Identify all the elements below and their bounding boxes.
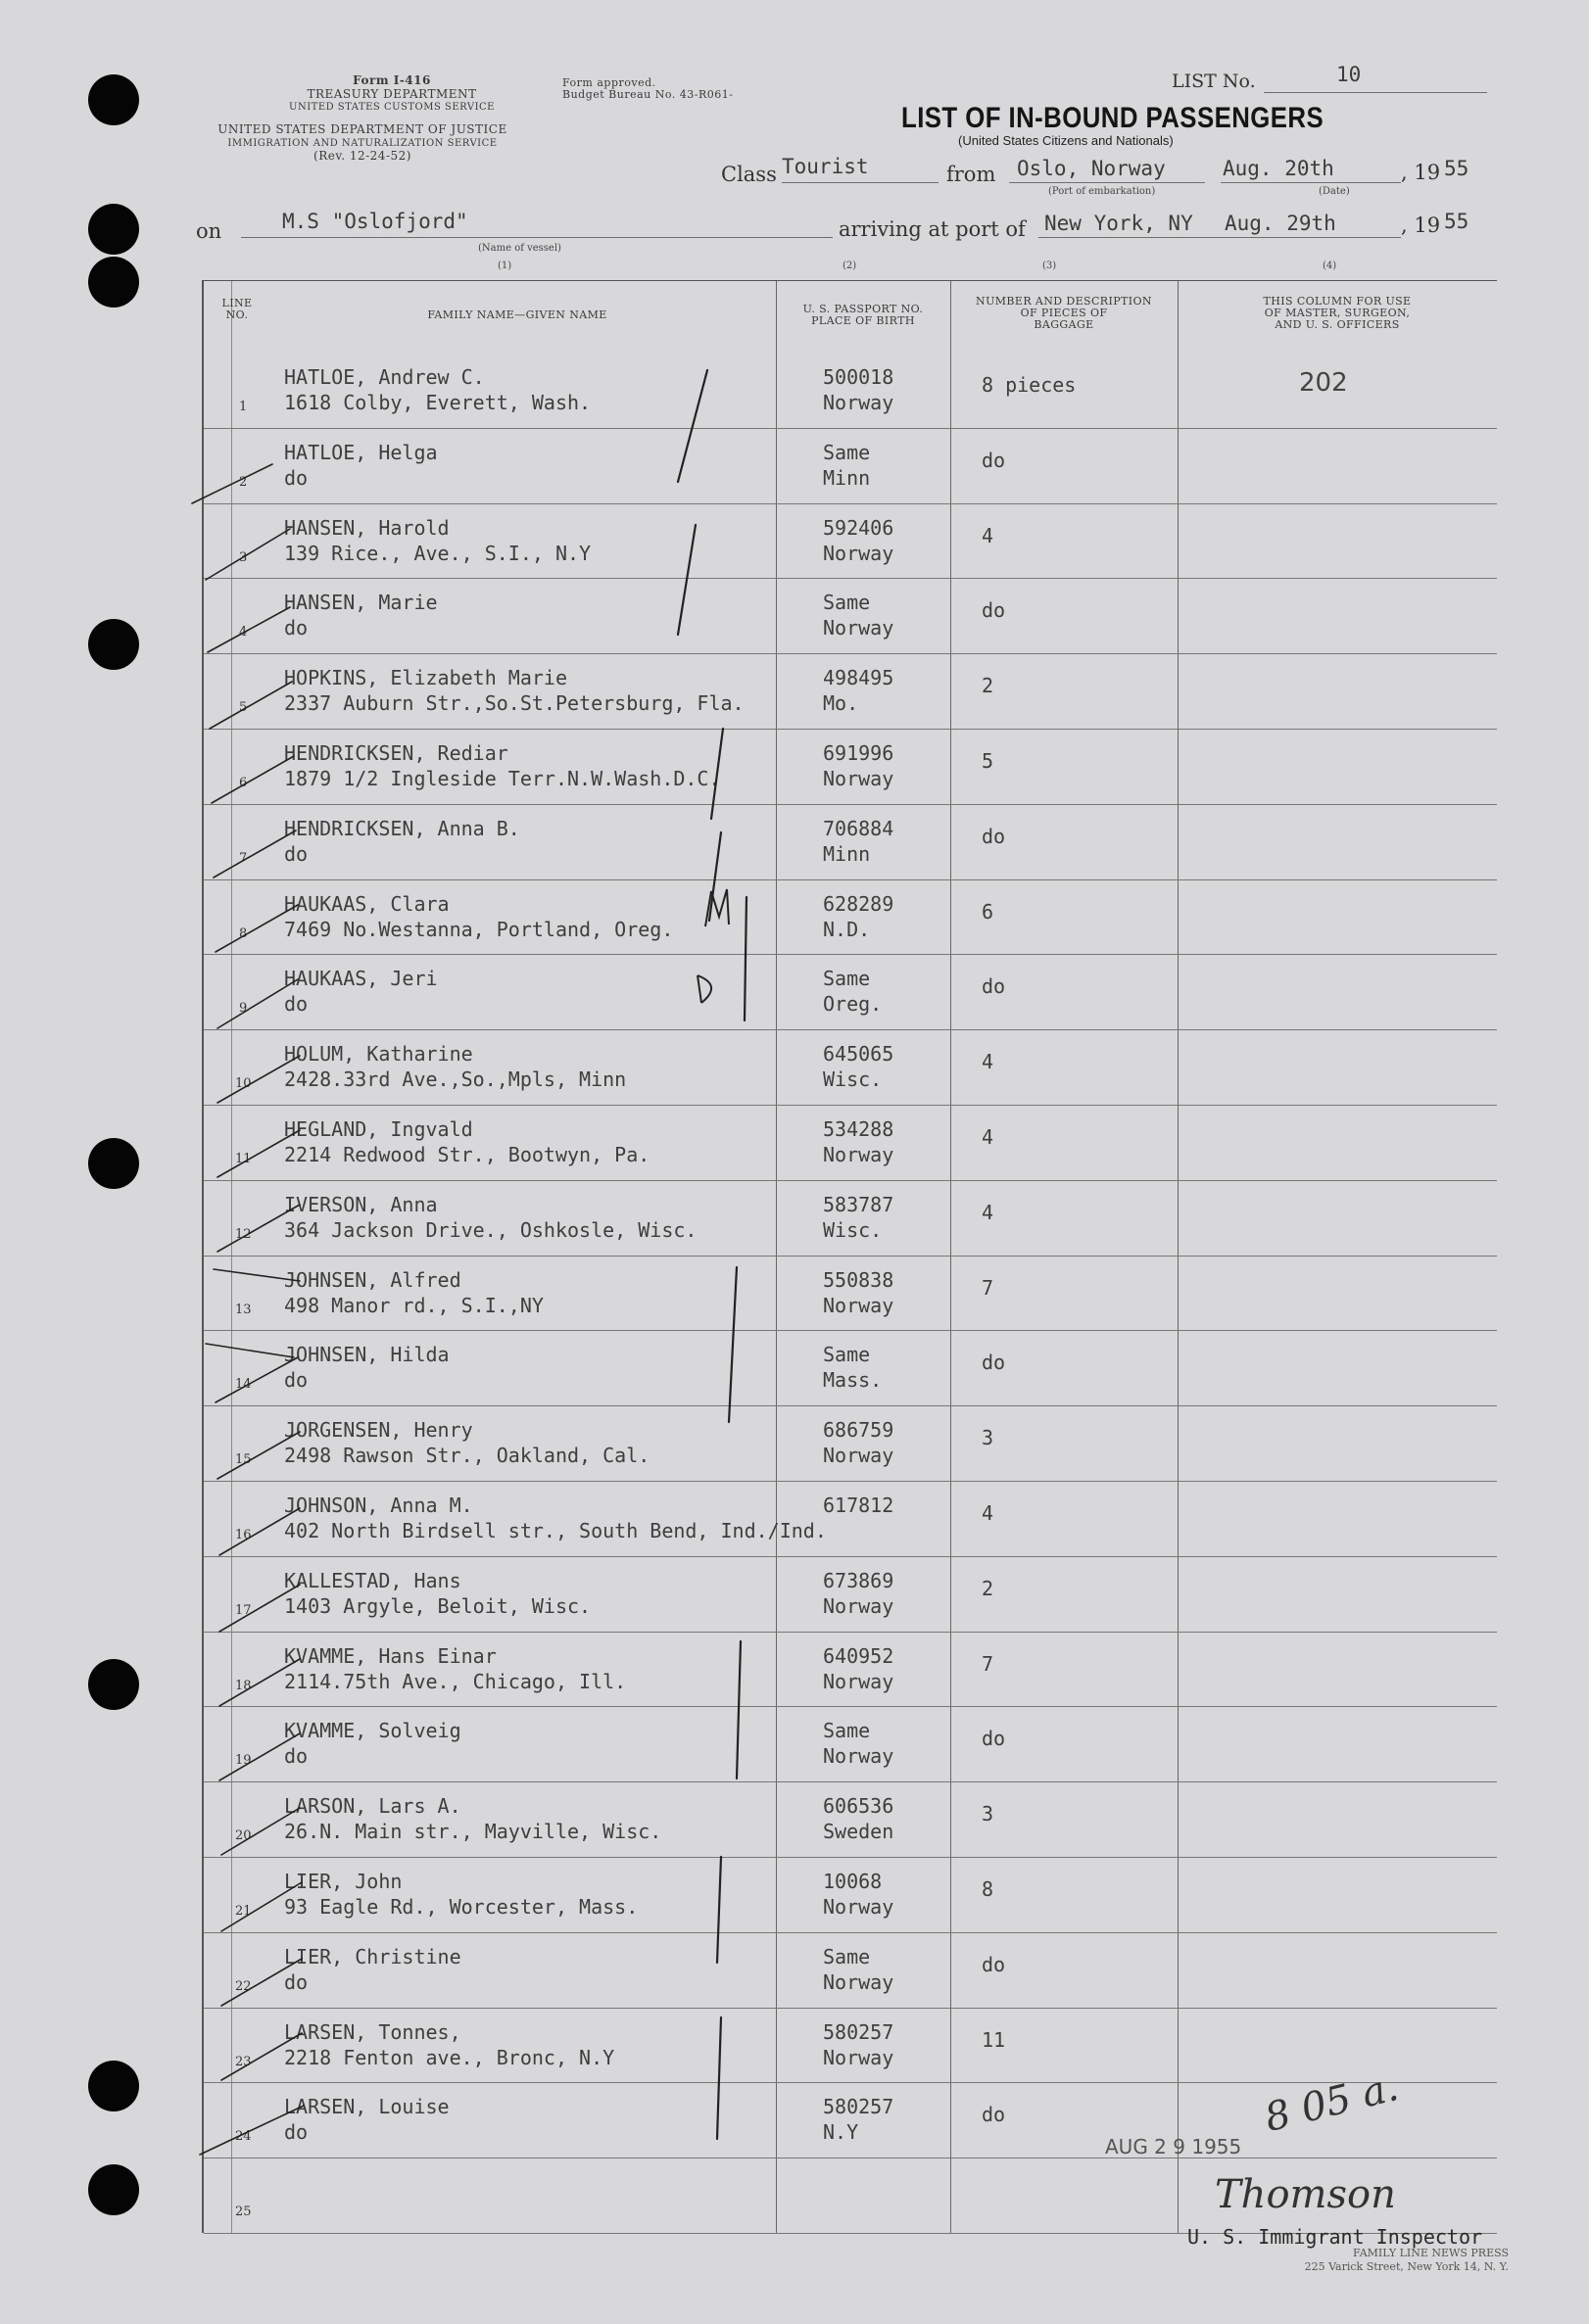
table-row bbox=[204, 653, 1497, 728]
passenger-address: 139 Rice., Ave., S.I., N.Y bbox=[284, 541, 592, 565]
table-row bbox=[204, 1481, 1497, 1555]
passenger-name: JOHNSON, Anna M. bbox=[284, 1494, 473, 1517]
passport-cell bbox=[823, 1041, 893, 1092]
place-of-birth: Oreg. bbox=[823, 992, 883, 1017]
passport-number: 640952 bbox=[823, 1643, 894, 1668]
passport-cell bbox=[823, 1417, 893, 1468]
passenger-name-cell bbox=[284, 1041, 626, 1092]
passport-cell bbox=[823, 1793, 893, 1844]
vessel-rule bbox=[241, 237, 833, 238]
passenger-name: JOHNSEN, Hilda bbox=[284, 1343, 450, 1367]
year-prefix: , 19 bbox=[1401, 161, 1441, 184]
baggage-count: do bbox=[982, 1351, 1006, 1375]
passenger-address: 2428.33rd Ave.,So.,Mpls, Minn bbox=[284, 1067, 627, 1092]
place-of-birth: Norway bbox=[823, 1293, 894, 1317]
passenger-name: HOLUM, Katharine bbox=[284, 1042, 473, 1067]
baggage-count: 4 bbox=[982, 1125, 994, 1149]
passenger-address: do bbox=[284, 1969, 309, 1994]
budget-bureau: Budget Bureau No. 43-R061- bbox=[562, 88, 734, 101]
passport-cell bbox=[823, 816, 893, 867]
printer-imprint bbox=[1225, 2247, 1509, 2274]
place-of-birth: Mass. bbox=[823, 1368, 883, 1393]
place-of-birth: Wisc. bbox=[823, 1217, 883, 1242]
passenger-name-cell bbox=[284, 1944, 461, 1995]
line-number: 18 bbox=[235, 1678, 252, 1693]
form-approved: Form approved. bbox=[562, 76, 656, 89]
list-no-rule bbox=[1264, 92, 1487, 93]
baggage-count: do bbox=[982, 824, 1006, 848]
baggage-count: do bbox=[982, 598, 1006, 623]
passenger-name: LARSEN, Tonnes, bbox=[284, 2019, 461, 2044]
passenger-name-cell bbox=[284, 1417, 650, 1468]
form-number: Form I-416 bbox=[353, 73, 431, 87]
officer-note: 202 bbox=[1299, 368, 1348, 398]
place-of-birth: N.Y bbox=[823, 2120, 859, 2145]
passenger-address: 26.N. Main str., Mayville, Wisc. bbox=[284, 1820, 662, 1844]
table-row bbox=[204, 1405, 1497, 1480]
baggage-count: do bbox=[982, 2103, 1006, 2127]
passenger-name: JOHNSEN, Alfred bbox=[284, 1267, 461, 1292]
passenger-name: HAUKAAS, Jeri bbox=[284, 967, 438, 991]
inspector-title: U. S. Immigrant Inspector bbox=[1187, 2225, 1483, 2249]
passenger-name: HEGLAND, Ingvald bbox=[284, 1117, 473, 1141]
inspector-signature: Thomson bbox=[1215, 2172, 1396, 2217]
on-label: on bbox=[196, 219, 222, 243]
passenger-address: 498 Manor rd., S.I.,NY bbox=[284, 1293, 544, 1317]
header-rule bbox=[204, 280, 1497, 281]
line-number: 17 bbox=[235, 1602, 252, 1618]
passport-number: 645065 bbox=[823, 1042, 894, 1067]
line-number: 6 bbox=[239, 776, 248, 790]
table-row bbox=[204, 1932, 1497, 2007]
line-number: 15 bbox=[235, 1452, 252, 1468]
line-number: 24 bbox=[235, 2129, 252, 2145]
from-label: from bbox=[946, 163, 996, 186]
table-row bbox=[204, 1632, 1497, 1706]
col-caption-1: (1) bbox=[498, 261, 512, 271]
passenger-name: KVAMME, Hans Einar bbox=[284, 1643, 497, 1668]
passenger-name: LARSEN, Louise bbox=[284, 2095, 450, 2119]
passport-number: 534288 bbox=[823, 1117, 894, 1141]
passport-cell bbox=[823, 1944, 893, 1995]
passenger-address: 2498 Rawson Str., Oakland, Cal. bbox=[284, 1444, 650, 1468]
col-caption-2: (2) bbox=[843, 261, 857, 271]
passenger-name-cell bbox=[284, 891, 673, 942]
baggage-count: 8 pieces bbox=[982, 373, 1077, 397]
passenger-address: do bbox=[284, 465, 309, 490]
binder-hole bbox=[88, 74, 139, 125]
passenger-address: 2337 Auburn Str.,So.St.Petersburg, Fla. bbox=[284, 691, 745, 716]
line-number: 22 bbox=[235, 1978, 252, 1994]
baggage-count: 5 bbox=[982, 749, 994, 773]
binder-hole bbox=[88, 619, 139, 670]
passenger-name-cell bbox=[284, 966, 438, 1017]
passport-cell bbox=[823, 1267, 893, 1318]
passport-cell bbox=[823, 440, 870, 491]
departure-date: Aug. 20th bbox=[1223, 157, 1334, 180]
place-of-birth: Norway bbox=[823, 1744, 894, 1769]
list-no-label: LIST No. bbox=[1172, 71, 1256, 92]
binder-hole bbox=[88, 2164, 139, 2215]
passenger-address: 2218 Fenton ave., Bronc, N.Y bbox=[284, 2045, 615, 2069]
passport-number: Same bbox=[823, 1944, 871, 1968]
baggage-count: do bbox=[982, 1727, 1006, 1751]
line-number: 16 bbox=[235, 1528, 252, 1542]
passenger-name: HANSEN, Marie bbox=[284, 591, 438, 615]
line-number: 25 bbox=[235, 2205, 252, 2220]
place-of-birth: Norway bbox=[823, 1593, 894, 1618]
line-number: 23 bbox=[235, 2054, 252, 2069]
customs-service: UNITED STATES CUSTOMS SERVICE bbox=[289, 102, 495, 113]
passenger-name-cell bbox=[284, 2019, 614, 2070]
passenger-name-cell bbox=[284, 1869, 638, 1920]
passport-cell bbox=[823, 1342, 882, 1393]
passport-cell bbox=[823, 1493, 893, 1518]
line-number: 13 bbox=[235, 1302, 252, 1317]
line-number: 9 bbox=[239, 1001, 248, 1017]
page-title: LIST OF IN-BOUND PASSENGERS bbox=[901, 102, 1324, 134]
port-rule bbox=[1009, 182, 1205, 183]
baggage-count: do bbox=[982, 448, 1006, 472]
arrival-year: 55 bbox=[1444, 210, 1469, 233]
passport-number: 580257 bbox=[823, 2095, 894, 2119]
line-number: 10 bbox=[235, 1076, 252, 1092]
passenger-name: LIER, John bbox=[284, 1870, 403, 1893]
line-number: 14 bbox=[235, 1377, 252, 1393]
col-header-name: FAMILY NAME—GIVEN NAME bbox=[427, 308, 607, 321]
passport-cell bbox=[823, 1869, 893, 1920]
passport-cell bbox=[823, 364, 893, 415]
passport-cell bbox=[823, 1192, 893, 1243]
arrival-rule bbox=[1038, 237, 1221, 238]
place-of-birth: Minn bbox=[823, 465, 871, 490]
place-of-birth: Mo. bbox=[823, 691, 859, 716]
passenger-name: KVAMME, Solveig bbox=[284, 1719, 461, 1743]
passenger-address: 2114.75th Ave., Chicago, Ill. bbox=[284, 1669, 627, 1693]
passenger-address: 402 North Birdsell str., South Bend, Ind./Ind. bbox=[284, 1519, 827, 1542]
justice-department: UNITED STATES DEPARTMENT OF JUSTICE bbox=[217, 122, 507, 136]
passenger-name: HENDRICKSEN, Anna B. bbox=[284, 816, 520, 840]
date-caption: (Date) bbox=[1319, 186, 1350, 197]
passport-number: 673869 bbox=[823, 1568, 894, 1592]
col-header-line: LINE NO. bbox=[221, 297, 253, 321]
table-row bbox=[204, 1556, 1497, 1631]
revision-date: (Rev. 12-24-52) bbox=[313, 149, 411, 163]
class-value: Tourist bbox=[782, 155, 869, 178]
place-of-birth: Norway bbox=[823, 2045, 894, 2069]
passport-cell bbox=[823, 1116, 893, 1167]
passport-cell bbox=[823, 891, 893, 942]
treasury-department: TREASURY DEPARTMENT bbox=[307, 87, 477, 101]
passenger-address: do bbox=[284, 841, 309, 866]
passenger-name: HAUKAAS, Clara bbox=[284, 891, 450, 916]
passenger-address: 93 Eagle Rd., Worcester, Mass. bbox=[284, 1895, 639, 1919]
line-number: 11 bbox=[235, 1152, 252, 1166]
line-number: 1 bbox=[239, 400, 248, 414]
passport-number: 628289 bbox=[823, 891, 894, 916]
passport-cell bbox=[823, 2019, 893, 2070]
passenger-name: HOPKINS, Elizabeth Marie bbox=[284, 666, 567, 690]
line-number: 21 bbox=[235, 1904, 252, 1919]
passport-number: Same bbox=[823, 967, 871, 991]
baggage-count: 2 bbox=[982, 1576, 994, 1600]
printer-name: FAMILY LINE NEWS PRESS bbox=[1353, 2247, 1509, 2259]
table-row bbox=[204, 804, 1497, 878]
passport-number: 686759 bbox=[823, 1418, 894, 1443]
passport-cell bbox=[823, 740, 893, 791]
vessel-name: M.S "Oslofjord" bbox=[282, 210, 468, 233]
passenger-name-cell bbox=[284, 440, 438, 491]
baggage-count: 4 bbox=[982, 1050, 994, 1074]
date-stamp: AUG 2 9 1955 bbox=[1105, 2135, 1242, 2158]
passenger-name-cell bbox=[284, 1568, 591, 1619]
arriving-label: arriving at port of bbox=[839, 217, 1026, 241]
table-row bbox=[204, 578, 1497, 652]
binder-hole bbox=[88, 1138, 139, 1189]
port-caption: (Port of embarkation) bbox=[1048, 186, 1156, 197]
passenger-name-cell bbox=[284, 515, 591, 566]
arrival-date: Aug. 29th bbox=[1225, 212, 1336, 235]
passenger-name-cell bbox=[284, 1267, 544, 1318]
binder-hole bbox=[88, 204, 139, 255]
line-number: 5 bbox=[239, 700, 248, 716]
place-of-birth: Norway bbox=[823, 767, 894, 790]
passenger-name-cell bbox=[284, 1793, 661, 1844]
passenger-name: LARSON, Lars A. bbox=[284, 1794, 461, 1819]
binder-hole bbox=[88, 1659, 139, 1710]
passport-number: 500018 bbox=[823, 365, 894, 389]
immigration-service: IMMIGRATION AND NATURALIZATION SERVICE bbox=[227, 138, 498, 149]
baggage-count: 4 bbox=[982, 1501, 994, 1525]
passenger-address: 1618 Colby, Everett, Wash. bbox=[284, 391, 592, 414]
passport-number: Same bbox=[823, 1343, 871, 1367]
baggage-count: 8 bbox=[982, 1877, 994, 1901]
passenger-name: KALLESTAD, Hans bbox=[284, 1568, 461, 1592]
col-header-baggage: NUMBER AND DESCRIPTION OF PIECES OF BAGGAGE bbox=[976, 295, 1152, 331]
date-rule bbox=[1221, 182, 1401, 183]
class-label: Class bbox=[721, 163, 777, 186]
passenger-address: do bbox=[284, 2120, 309, 2145]
baggage-count: 6 bbox=[982, 899, 994, 924]
place-of-birth: Norway bbox=[823, 1969, 894, 1994]
col-caption-4: (4) bbox=[1323, 261, 1337, 271]
line-number: 4 bbox=[239, 625, 248, 640]
passenger-name-cell bbox=[284, 1493, 827, 1543]
passport-cell bbox=[823, 590, 893, 640]
line-number: 7 bbox=[239, 850, 248, 866]
passenger-address: 2214 Redwood Str., Bootwyn, Pa. bbox=[284, 1143, 650, 1166]
table-row bbox=[204, 954, 1497, 1028]
baggage-count: 2 bbox=[982, 674, 994, 698]
baggage-count: 4 bbox=[982, 1200, 994, 1224]
passenger-address: do bbox=[284, 992, 309, 1017]
passenger-name-cell bbox=[284, 816, 520, 867]
baggage-count: do bbox=[982, 1952, 1006, 1976]
passport-number: 498495 bbox=[823, 666, 894, 690]
arrival-date-rule bbox=[1221, 237, 1401, 238]
passport-number: 583787 bbox=[823, 1192, 894, 1216]
passenger-address: 7469 No.Westanna, Portland, Oreg. bbox=[284, 917, 674, 941]
passenger-name-cell bbox=[284, 590, 438, 640]
place-of-birth: Norway bbox=[823, 1444, 894, 1468]
arrival-port: New York, NY bbox=[1044, 212, 1193, 235]
table-row bbox=[204, 2008, 1497, 2082]
passenger-name-cell bbox=[284, 1718, 461, 1769]
page-subtitle: (United States Citizens and Nationals) bbox=[958, 133, 1174, 148]
passenger-address: 364 Jackson Drive., Oshkosle, Wisc. bbox=[284, 1217, 698, 1242]
passenger-table bbox=[202, 280, 1495, 2233]
printer-address: 225 Varick Street, New York 14, N. Y. bbox=[1304, 2260, 1509, 2273]
place-of-birth: Norway bbox=[823, 391, 894, 414]
passport-cell bbox=[823, 966, 882, 1017]
col-header-officers: THIS COLUMN FOR USE OF MASTER, SURGEON, AND U. S. OFFICERS bbox=[1263, 295, 1412, 331]
baggage-count: do bbox=[982, 974, 1006, 999]
place-of-birth: N.D. bbox=[823, 917, 871, 941]
passenger-name: JORGENSEN, Henry bbox=[284, 1418, 473, 1443]
passport-cell bbox=[823, 1643, 893, 1694]
passport-cell bbox=[823, 515, 893, 566]
place-of-birth: Norway bbox=[823, 1143, 894, 1166]
passenger-address: do bbox=[284, 616, 309, 640]
passenger-address: do bbox=[284, 1368, 309, 1393]
passport-number: 592406 bbox=[823, 515, 894, 540]
passenger-name-cell bbox=[284, 1192, 697, 1243]
place-of-birth: Wisc. bbox=[823, 1067, 883, 1092]
passenger-name-cell bbox=[284, 740, 721, 791]
list-no-value: 10 bbox=[1336, 63, 1362, 86]
passenger-name-cell bbox=[284, 1342, 450, 1393]
passport-number: 606536 bbox=[823, 1794, 894, 1819]
table-row bbox=[204, 503, 1497, 578]
passport-number: 10068 bbox=[823, 1870, 883, 1893]
line-number: 19 bbox=[235, 1753, 252, 1769]
table-row bbox=[204, 1857, 1497, 1931]
passport-number: 617812 bbox=[823, 1494, 894, 1517]
baggage-count: 7 bbox=[982, 1651, 994, 1676]
departure-year: 55 bbox=[1444, 157, 1469, 180]
table-row bbox=[204, 1781, 1497, 1856]
passenger-name: HATLOE, Andrew C. bbox=[284, 365, 485, 389]
table-row bbox=[204, 1256, 1497, 1330]
handwritten-time-note: 8 05 a. bbox=[1260, 2063, 1403, 2142]
table-row bbox=[204, 1706, 1497, 1780]
passenger-name-cell bbox=[284, 1643, 626, 1694]
col-caption-3: (3) bbox=[1042, 261, 1057, 271]
passenger-name: HATLOE, Helga bbox=[284, 440, 438, 464]
passport-cell bbox=[823, 665, 893, 716]
table-row bbox=[204, 428, 1497, 502]
baggage-count: 3 bbox=[982, 1802, 994, 1826]
passport-cell bbox=[823, 1718, 893, 1769]
place-of-birth: Norway bbox=[823, 1895, 894, 1919]
table-row bbox=[204, 879, 1497, 954]
place-of-birth: Sweden bbox=[823, 1820, 894, 1844]
baggage-count: 4 bbox=[982, 523, 994, 547]
table-row bbox=[204, 1105, 1497, 1179]
baggage-count: 7 bbox=[982, 1275, 994, 1300]
place-of-birth: Norway bbox=[823, 541, 894, 565]
line-number: 12 bbox=[235, 1226, 252, 1242]
binder-hole bbox=[88, 257, 139, 308]
place-of-birth: Minn bbox=[823, 841, 871, 866]
table-row bbox=[204, 1330, 1497, 1404]
line-number: 8 bbox=[239, 925, 248, 941]
passport-cell bbox=[823, 1568, 893, 1619]
passport-number: Same bbox=[823, 591, 871, 615]
table-row bbox=[204, 353, 1497, 427]
vessel-caption: (Name of vessel) bbox=[478, 243, 561, 254]
baggage-count: 3 bbox=[982, 1426, 994, 1450]
passport-cell bbox=[823, 2094, 893, 2145]
passport-number: Same bbox=[823, 1719, 871, 1743]
table-row bbox=[204, 1029, 1497, 1104]
passport-number: Same bbox=[823, 440, 871, 464]
passenger-name-cell bbox=[284, 665, 745, 716]
passenger-address: 1879 1/2 Ingleside Terr.N.W.Wash.D.C. bbox=[284, 767, 721, 790]
passport-number: 706884 bbox=[823, 816, 894, 840]
passport-number: 691996 bbox=[823, 741, 894, 765]
passenger-address: do bbox=[284, 1744, 309, 1769]
passenger-name-cell bbox=[284, 364, 591, 415]
port-of-embarkation: Oslo, Norway bbox=[1017, 157, 1166, 180]
passenger-name: LIER, Christine bbox=[284, 1944, 461, 1968]
passenger-name: IVERSON, Anna bbox=[284, 1192, 438, 1216]
place-of-birth: Norway bbox=[823, 616, 894, 640]
class-rule bbox=[782, 182, 939, 183]
binder-hole bbox=[88, 2061, 139, 2111]
line-number: 3 bbox=[239, 549, 248, 565]
col-header-passport: U. S. PASSPORT NO. PLACE OF BIRTH bbox=[802, 303, 924, 327]
line-number: 2 bbox=[239, 474, 248, 490]
line-number: 20 bbox=[235, 1828, 252, 1844]
table-row bbox=[204, 1180, 1497, 1255]
baggage-count: 11 bbox=[982, 2027, 1006, 2052]
place-of-birth: Norway bbox=[823, 1669, 894, 1693]
passport-number: 580257 bbox=[823, 2019, 894, 2044]
passenger-name: HENDRICKSEN, Rediar bbox=[284, 741, 508, 765]
passport-number: 550838 bbox=[823, 1267, 894, 1292]
year-prefix-2: , 19 bbox=[1401, 213, 1441, 237]
passenger-address: 1403 Argyle, Beloit, Wisc. bbox=[284, 1593, 592, 1618]
passenger-name-cell bbox=[284, 2094, 450, 2145]
passenger-name-cell bbox=[284, 1116, 650, 1167]
passenger-name: HANSEN, Harold bbox=[284, 515, 450, 540]
table-row bbox=[204, 729, 1497, 803]
